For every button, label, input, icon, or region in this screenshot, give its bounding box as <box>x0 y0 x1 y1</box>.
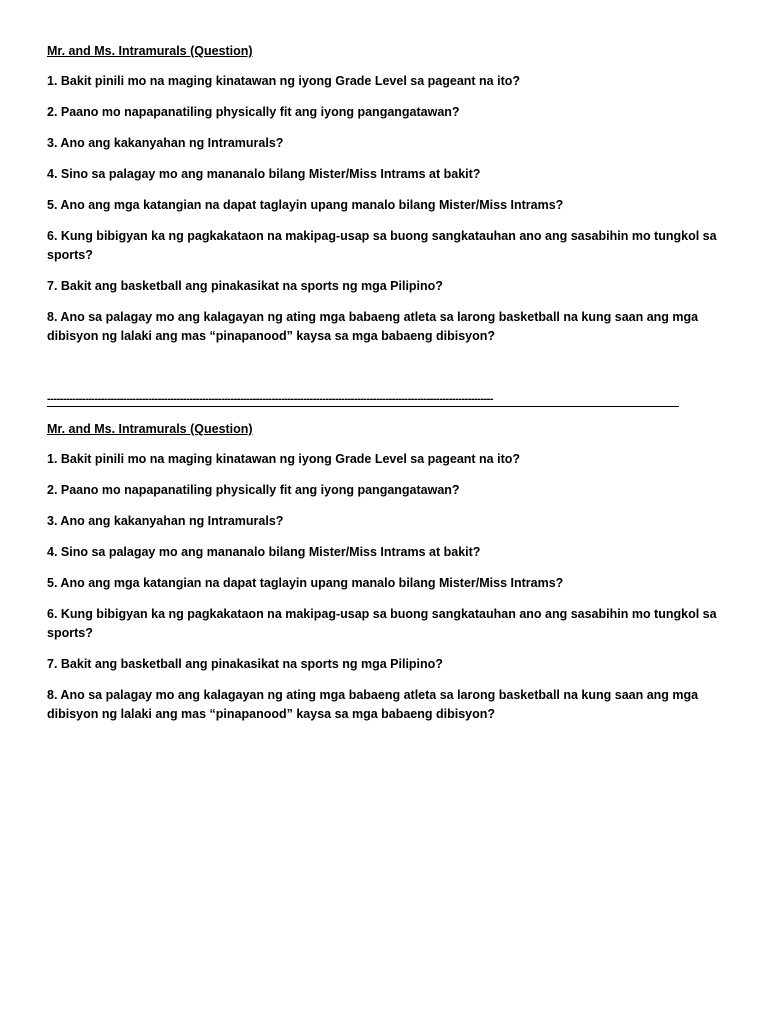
question-item: 8. Ano sa palagay mo ang kalagayan ng ating mga babaeng atleta sa larong basketball na kung saan ang mga dibisyon ng lalaki ang mas “pinapanood” kaysa sa mga babaeng dibisyon? <box>47 688 699 721</box>
question-item: 8. Ano sa palagay mo ang kalagayan ng ating mga babaeng atleta sa larong basketball na kung saan ang mga dibisyon ng lalaki ang mas “pinapanood” kaysa sa mga babaeng dibisyon? <box>47 310 699 343</box>
question-item: 6. Kung bibigyan ka ng pagkakataon na makipag-usap sa buong sangkatauhan ano ang sasabihin mo tungkol sa sports? <box>47 229 717 262</box>
question-item: 1. Bakit pinili mo na maging kinatawan ng iyong Grade Level sa pageant na ito? <box>47 74 521 88</box>
question-item: 3. Ano ang kakanyahan ng Intramurals? <box>47 514 284 528</box>
question-item: 7. Bakit ang basketball ang pinakasikat na sports ng mga Pilipino? <box>47 657 443 671</box>
question-item: 2. Paano mo napapanatiling physically fit ang iyong pangangatawan? <box>47 483 460 497</box>
question-list <box>47 72 737 346</box>
divider-underline <box>47 406 679 407</box>
section-title: Mr. and Ms. Intramurals (Question) <box>47 422 253 436</box>
section-title: Mr. and Ms. Intramurals (Question) <box>47 44 253 58</box>
question-item: 1. Bakit pinili mo na maging kinatawan ng iyong Grade Level sa pageant na ito? <box>47 452 521 466</box>
question-item: 5. Ano ang mga katangian na dapat taglayin upang manalo bilang Mister/Miss Intrams? <box>47 198 564 212</box>
question-item: 4. Sino sa palagay mo ang mananalo bilang Mister/Miss Intrams at bakit? <box>47 167 481 181</box>
question-item: 2. Paano mo napapanatiling physically fit ang iyong pangangatawan? <box>47 105 460 119</box>
question-item: 5. Ano ang mga katangian na dapat taglayin upang manalo bilang Mister/Miss Intrams? <box>47 576 564 590</box>
question-item: 7. Bakit ang basketball ang pinakasikat na sports ng mga Pilipino? <box>47 279 443 293</box>
cut-line-divider: --------------------------------------------------------------------------------------------------------------------------------------------- <box>47 393 493 405</box>
question-item: 4. Sino sa palagay mo ang mananalo bilang Mister/Miss Intrams at bakit? <box>47 545 481 559</box>
question-section-1 <box>47 42 737 358</box>
question-item: 3. Ano ang kakanyahan ng Intramurals? <box>47 136 284 150</box>
question-list <box>47 450 737 724</box>
question-section-2 <box>47 420 737 736</box>
question-item: 6. Kung bibigyan ka ng pagkakataon na makipag-usap sa buong sangkatauhan ano ang sasabihin mo tungkol sa sports? <box>47 607 717 640</box>
